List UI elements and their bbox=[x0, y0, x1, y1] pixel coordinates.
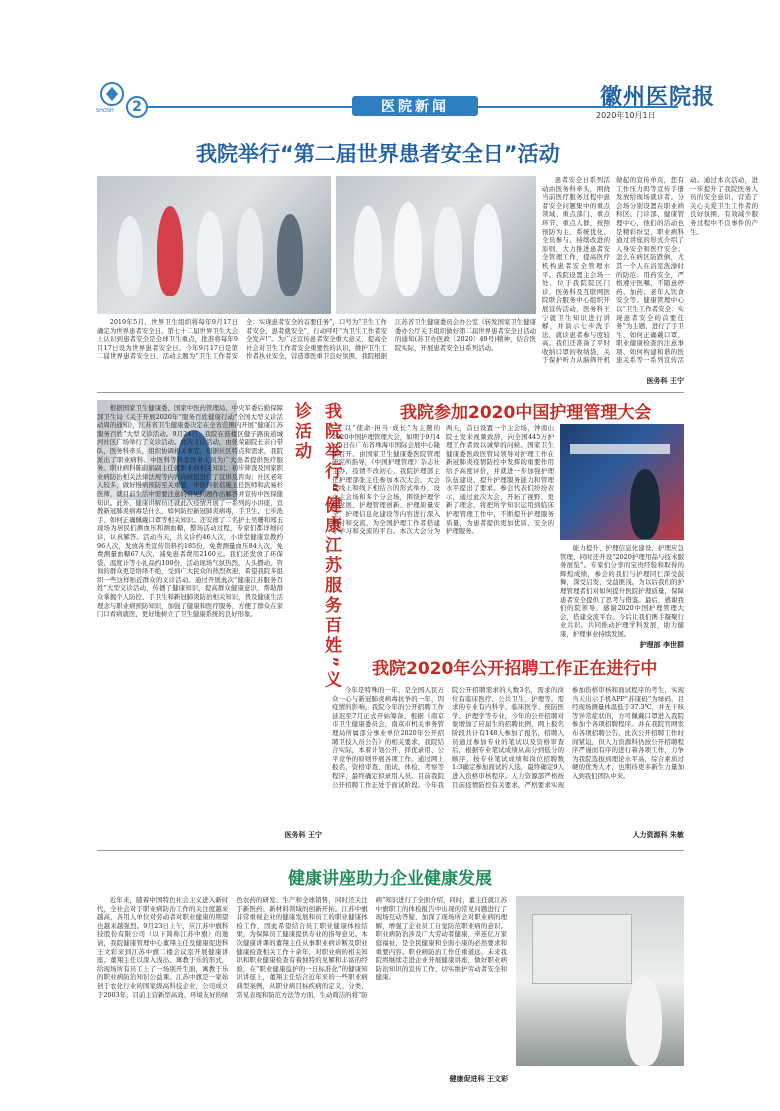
page-number: 2 bbox=[132, 99, 142, 115]
article5-body: 近年来，随着中国特色社会主义进入新时代，全社会对于职业病防治工作的关注度越来越高，各用人单位对劳动者对职业健康的期望也越来越强烈。9月23日上午，应江苏中旗科技股份有限公司（以下简称江苏中旗）的邀请，我院健康管理中心董翔主任及健康促进科王文彩来到江苏中旗二楼会议室开展健康讲座。董翔主任以深入浅出、寓教于乐的形式，给现场所有员工上了一场别开生面，寓教于乐的职业病防治知识公益课。江苏中旗是一家始创于农化行业的国家级高科技企业，公司成立于2003年，目前主营新型高效、环境友好的绿色农药的研发、生产和全球销售，同时还关注于新医药、新材料领域的创新开拓。江苏中旗非常重视企业的健康发展和员工的职业健康体检工作，因此希望结合员工职业健康体检结果，为保障员工健康提供专业的指导意见。本次健康讲课的董翔主任从事职业病诊断及职业健康检查相关工作十余年，对职业病的相关知识和职业健康检查有着独特的见解和丰富的经验，在“职业健康监护的一日标准化”的健康知识讲座上，董翔主任结合近年来的一些职业病典型案例，从职业病目标疾病的定义、分类、常见表现和防范方法等方面，生动简洁的将“防病”知识进行了全面介绍，同时，董主任就江苏中旗职工的体检报告中出现的常见问题进行了现场互动答疑，加深了现场所会对职业病的理解，增强了企业员工自觉防范职业病的意识。职业病防治涉及广大劳动者健康，牵连亿万家庭福祉，是全民健康和全面小康的必然要求和重要内容。职业病防治工作任重道远，未来我院将继续走进企业开展健康讲座，做好职业病防治知识的宣传工作，切实维护劳动者安全和健康。 bbox=[97, 896, 507, 999]
article4-headline-box bbox=[286, 402, 341, 702]
article1-body-right: 患者安全日系列活动由医务科牵头，围绕当前医疗服务过程中患者安全问题集中的重点领域、重点部门、重点环节、重点人群，按照预防为主、系统优化、全员参与、持续改进的原则，大力推进患者安全管理工作，提高医疗机构患者安全管理水平。我院设置主会场一处，位于我院院区门诊，医务科及互联网医院联合服务中心组织开展宣传活动，医务科王宁就卫生知识进行讲解，并演示七步洗手法，就诊患者参与度较高。我们还准备了平时收纳口罩的收纳袋，关于保护听力从脑筛开机做起的宣传单页，您有工作压力吗等宣传手册发放给现场就诊者。分会场分别设置在职业病科区、门诊部、健康管理中心，他们的活动也是精彩纷呈，职业病科通过讲座的形式介绍了人身安全和医疗安全；怎么在病区防跌倒，尤其一个人在浴室洗澡时的防范；用药安全，严格遵守医嘱，不随意停药、加药；老年人饮食安全等。健康管理中心以“卫生工作者安全：实现患者安全的首要任务”为主题，进行了手卫生、如何正确戴口罩、职业健康检查的注意事项、如何构建和谐的医患关系等一系列宣传活动。通过本次活动，进一步提升了我院医务人员的安全意识，营造了关心关爱卫生工作者的良好氛围，有效减少服务过程中不良事件的产生。 bbox=[542, 176, 758, 365]
article3-body: 今年是特殊的一年，是全国人民万众一心与新冠肺炎病毒抗争的一年，因疫情的影响，我院今年的公开招聘工作延迟至7月正式开始筹备。根据《南京市卫生健康委员会，南京市机关事务管理局所属部分事业单位2020年公开招聘卫技人员公告》的相关要求，我院结合实际，本着计划公开、择优录用、公平竞争的原则开展各项工作。通过网上报名、资格审查、面试、体检、考察等程序，最终确定拟录用人员。目前我院公开招聘工作正处于面试阶段。今年我院公开招聘需求的人数3名，需求的岗位有临床医疗、公共卫生、护理等。需求的专业有内科学、临床医学、预防医学、护理学等专业，今年的公开招聘对象增加了应届生的招聘比例，网上报名阶段共计有148人参加了报名，招聘人员通过参加专业的笔试以及资格审查后，根据专业笔试成绩从高分到低分的顺序，按专业笔试成绩和岗位招聘数1:3确定参加面试的人选，最终确定9人进入资格审核程序。人力资源部严格按目前疫情防控有关要求，严格要求实现参加资格审核和面试程序的考生，实现当天出示手机APP“苏康码”为绿码，且经现场测量体温低于37.3℃，并无干咳等异常症状的，方可佩戴口罩进入我院参加个各项招聘程序。并在我院官网发布各项招聘公告。此次公开招聘工作时间紧迫，但人力资源科仍按公开招聘程序严谨而有序的进行着各项工作，力争为我院选拔到理论水平高，综合素质过硬的优秀人才，也期待更多新生力量加入到我们团队中来。 bbox=[332, 686, 684, 789]
logo-text: SHOSH bbox=[96, 108, 114, 114]
article3-signature: 人力资源科 朱敏 bbox=[632, 831, 684, 839]
article1-body-below: 2019年5月，世界卫生组织将每年9月17日确定为世界患者安全日。第七十二届世界卫生大会上认识到患者安全是全球卫生重点，批准将每年9月17日设为世界患者安全日。今年9月17日是第二届世界患者安全日，活动主题为“卫生工作者安全：实现患者安全的首要任务”，口号为“卫生工作者安全，患者就安全”，行动呼吁“为卫生工作者安全发声!”。为广泛宣传患者安全重大意义，提高全社会对卫生工作者安全重要性的认识，维护卫生工作者执业安全，营造尊医重卫良好氛围，我院根据江苏省卫生健康委员会办公室《转发国家卫生健康委办公厅关于组织做好第二届世界患者安全日活动的通知(苏卫办医政〔2020〕49号)精神，结合医院实际，开展患者安全日系列活动。 bbox=[97, 318, 536, 361]
photo-figure bbox=[117, 216, 143, 296]
divider bbox=[97, 392, 684, 393]
photo-figure bbox=[237, 208, 263, 296]
section-banner bbox=[352, 96, 478, 116]
article1-photo-right bbox=[336, 176, 536, 314]
photo-banner-text bbox=[570, 444, 670, 454]
article5-headline: 健康讲座助力企业健康发展 bbox=[288, 869, 492, 889]
page-number-badge bbox=[126, 96, 148, 118]
photo-figure bbox=[630, 469, 660, 539]
article1-headline: 我院举行“第二届世界患者安全日”活动 bbox=[196, 142, 560, 166]
paper-name: 徽州医院报 bbox=[600, 85, 716, 110]
article4-headline: 我院举行“健康江苏服务百姓”义诊活动 bbox=[291, 402, 341, 691]
article4-body: 根据国家卫生健康委、国家中医药管理局、中央军委后勤保障部卫生局《关于开展2020年“服务百姓健康行动”全国大型义诊活动周的通知》，江苏省卫生健康委决定在全省范围内开展“健康江苏服务百姓”大型义诊活动。9月24日，我院在鼓楼区健子路街道城河社区广场举行了义诊活动。此次义诊活动，由张荣副院长亲自带队，医务科牵头，组织协调相关事宜。根据社区特点和需求，我院派出了职业病科、中医科等科室医务人员为广大患者提供医疗服务。职业病科陈蔚娟副主任就职业病相关知识、初步筛查及国家职业病防治相关法律法规等内容向居民进行了宣讲及咨询；社区老年人较多，做好慢病预防至关重要，中医科张蓓施主任医师和武易杉医师，就目前生活中需要注意的常见问题作出解答并宣传中医保健知识。此外，健康讲解员还就此次疫情开展了一系列的小讲座，宣教新冠肺炎病毒是什么，如何防控新冠肺炎病毒，手卫生、七步洗手、如何正确佩戴口罩等相关知识。还安排了二名护士吴珊和郑玉现场为居民们测血压和测血糖，整场活动过程，专家们都详细问诊，认真解答。活动当天，共义诊约46人次，小讲堂健康宣教约96人次，发放各类宣传资料约185份，免费测量血压84人次，免费测量血糖67人次，减免患者费用2160元。我们还发放了环保袋、温度计等小礼品约100份，活动现场气氛热烈，人头攒动，咨询的群众更是络绎不绝，受到广大民众的热烈欢迎，希望我院多组织一些这样贴近群众的义诊活动。通过开展此次“健康江苏服务百姓”大型义诊活动，传播了健康知识，提高群众健康意识，帮助群众掌握个人防控、手卫生和新冠肺炎防治相关知识，普及健康生活理念与职业病预防知识，加强了健康和医疗服务，方便了群众在家门口看病就医，更好地树立了卫生健康系统的良好形象。 bbox=[97, 404, 283, 619]
article5-photo bbox=[516, 896, 684, 1066]
article4-signature: 医务科 王宁 bbox=[284, 831, 322, 839]
article3-headline: 我院2020年公开招聘工作正在进行中 bbox=[372, 659, 658, 679]
article2-body-right: 能力提升、护理信息化建设、护理应急管理、同时还开设“2020护理用品与技术服务展览”。专家们分享的宝贵经验和取得的辉煌成绩，参会的我们与护理同仁深受鼓舞，深受启发，受益匪浅。为以后我们的护理管理者们对如何提升医院护理质量，保障患者安全提供了思考与借鉴。最后，感谢我们的院领导，感谢2020中国护理管理大会，搭建交流平台。今后让我们携手凝聚行业共识，共同推动护理学科发展，助力健康，护理事业持续发展。 bbox=[560, 544, 684, 638]
hospital-logo-icon bbox=[98, 82, 126, 108]
projection-screen bbox=[532, 914, 632, 984]
section-title: 医院新闻 bbox=[381, 99, 449, 115]
photo-figure bbox=[277, 214, 303, 296]
article2-signature: 护理部 李世群 bbox=[639, 641, 684, 649]
issue-date: 2020年10月1日 bbox=[596, 111, 656, 120]
photo-figure bbox=[434, 206, 462, 296]
photo-figure bbox=[626, 976, 662, 1066]
article2-body: 以“使命·担当·成长”为主题的2020中国护理管理大会，如期于9月4～5日在广东省珠海市国际会展中心隆重召开。由国家卫生健康委医院管理研究所指导，《中国护理管理》杂志社主办，疫情不改初心，我院护理部主任护理部张主任参加本次大会。大会以线上和线下相结合的形式举办，设立主会场和多个分会场，围绕护理学科发展、护理管理创新、护理质量安全、护理信息化建设等内容进行深入研讨和交流，为全国护理工作者搭建了学习和交流的平台。本次大会分为两天，首日设置一个主会场，钟南山院士发来视频致辞，向全国445万护理工作者致以诚挚的问候。国家卫生健康委医政医管局领导对护理工作在新冠肺炎疫情防控中发挥的重要作用给予高度评价，并就进一步加强护理队伍建设、提升护理服务能力和管理水平提出了要求。参会代表们纷纷表示，通过此次大会，开拓了视野，更新了理念，将把所学知识运用到临床护理管理工作中，不断提升护理服务质量，为患者提供更加优质、安全的护理服务。 bbox=[332, 424, 554, 536]
article2-photo bbox=[560, 424, 684, 540]
photo-figure bbox=[354, 206, 382, 296]
photo-figure bbox=[157, 206, 183, 296]
article5-signature: 健康促进科 王文彩 bbox=[449, 1075, 508, 1083]
article1-signature: 医务科 王宁 bbox=[646, 377, 684, 385]
photo-figure bbox=[394, 202, 422, 296]
divider bbox=[97, 850, 684, 851]
article1-photo-left bbox=[97, 176, 331, 314]
article2-headline: 我院参加2020中国护理管理大会 bbox=[400, 403, 652, 423]
masthead bbox=[0, 0, 780, 118]
photo-figure bbox=[474, 204, 502, 296]
photo-figure bbox=[197, 211, 223, 296]
